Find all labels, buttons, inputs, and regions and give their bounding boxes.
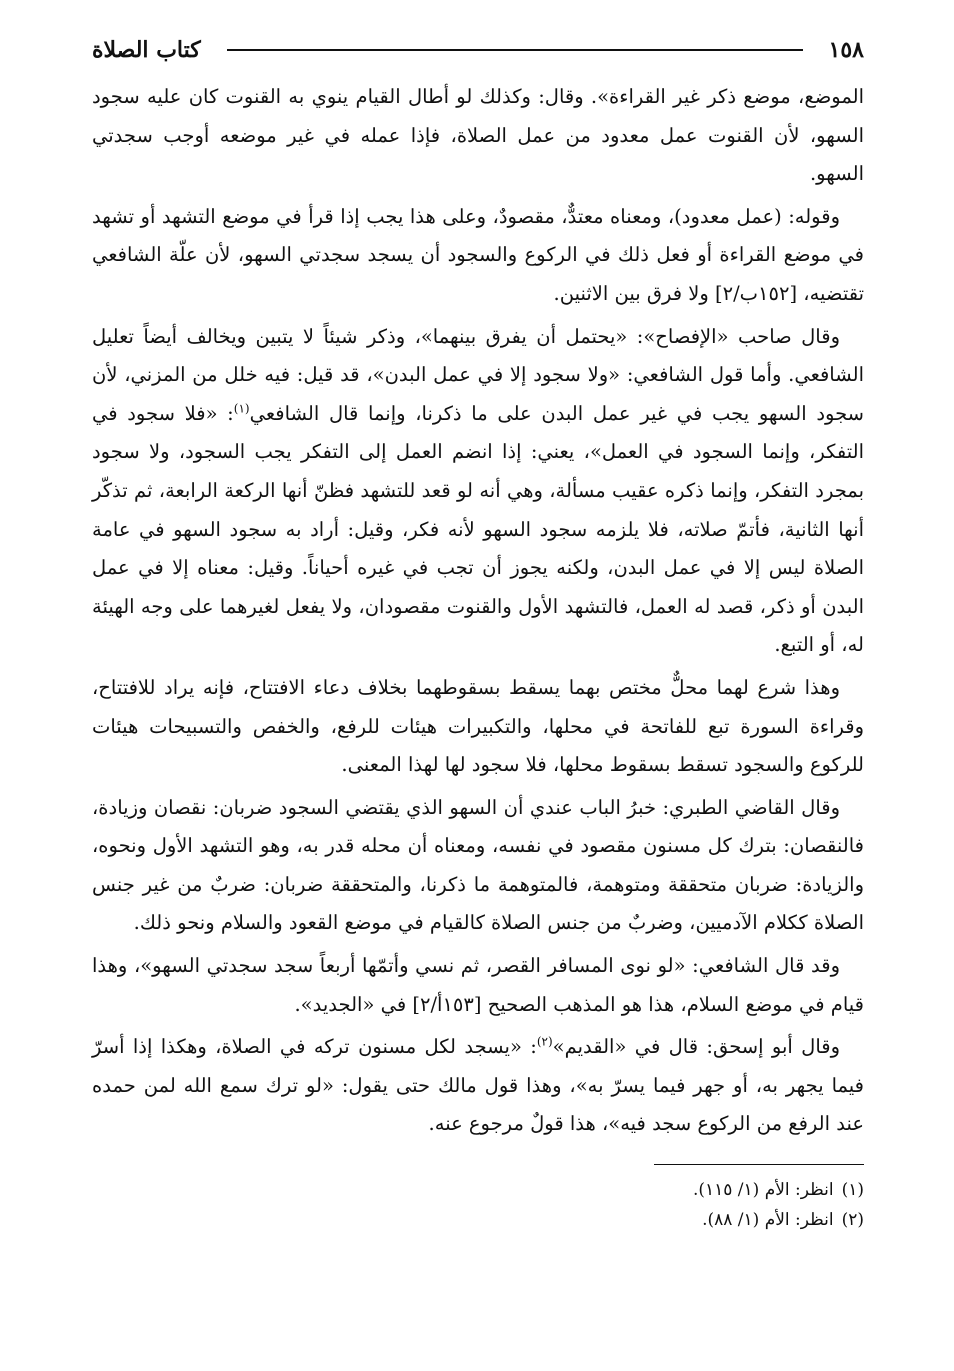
header-rule	[227, 49, 803, 51]
footnote-1-text: انظر: الأم (١/ ١١٥).	[692, 1180, 834, 1201]
paragraph-7-part-2: : «يسجد لكل مسنون تركه في الصلاة، وهكذا إذا أسرّ فيما يجهر به، أو جهر فيما يسرّ به»، وهذا قول مالك حتى يقول: «لو ترك سمع الله لمن حمده عند الرفع من الركوع سجد فيه»، هذا قولٌ مرجوع عنه.	[92, 1035, 864, 1136]
book-page	[92, 30, 864, 1235]
running-title: كتاب الصلاة	[92, 37, 201, 63]
paragraph-7	[92, 1028, 864, 1144]
paragraph-6: وقد قال الشافعي: «لو نوى المسافر القصر، ثم نسي وأتمّها أربعاً سجد سجدتي السهو»، وهذا قيام في موضع السلام، هذا هو المذهب الصحيح [١٥٣أ/٢] في «الجديد».	[92, 954, 864, 1016]
page-body	[92, 78, 864, 1144]
page-header	[92, 30, 864, 70]
footnote-2-number: (٢)	[841, 1210, 864, 1231]
paragraph-1: الموضع، موضع ذكر غير القراءة». وقال: وكذلك لو أطال القيام ينوي به القنوت كان عليه سجود السهو، لأن القنوت عمل معدود من عمل الصلاة، فإذا عمله في غير موضعه أوجب سجدتي السهو.	[92, 85, 864, 186]
footnote-1	[92, 1175, 864, 1205]
paragraph-4: وهذا شرع لهما محلٌّ مختص بهما يسقط بسقوطهما بخلاف دعاء الافتتاح، فإنه يراد للافتتاح، وقراءة السورة تبع للفاتحة في محلها، والتكبيرات هيئات للرفع، والخفص والتسبيحات هيئات للركوع والسجود تسقط بسقوط محلها، فلا سجود لها لهذا المعنى.	[92, 675, 864, 777]
footnote-2-text: انظر: الأم (١/ ٨٨).	[702, 1210, 834, 1231]
paragraph-2: وقوله: (عمل معدود)، ومعناه معتدٌّ، مقصودٌ، وعلى هذا يجب إذا قرأ في موضع التشهد أو تشهد في موضع القراءة أو فعل ذلك في الركوع والسجود أن يسجد سجدتي السهو، لأن علّة الشافعي تقتضيه، [١٥٢ب/٢] ولا فرق بين الاثنين.	[92, 204, 864, 305]
paragraph-7-part-1: وقال أبو إسحق: قال في «القديم»	[552, 1035, 840, 1059]
footnote-ref-2[interactable]: (٢)	[536, 1034, 553, 1049]
paragraph-3-part-1: وقال صاحب «الإفصاح»: «يحتمل أن يفرق بينهما»، وذكر شيئاً لا يتبين ويخالف أيضاً تعليل الشافعي. وأما قول الشافعي: «ولا سجود إلا في عمل البدن»، قد قيل: فيه خلل من المزني، لأن سجود السهو يجب في غير عمل البدن على ما ذكرنا، وإنما قال الشافعي	[92, 324, 864, 425]
page-number: ١٥٨	[828, 37, 864, 63]
paragraph-5: وقال القاضي الطبري: خبرُ الباب عندي أن السهو الذي يقتضي السجود ضربان: نقصان وزيادة، فالنقصان: بترك كل مسنون مقصود في نفسه، ومعناه أن محله قدر به، وهو التشهد الأول ونحوه، والزيادة: ضربان متحققة ومتوهمة، فالمتوهمة ما ذكرنا، والمتحققة ضربان: ضربٌ من غير جنس الصلاة ككلام الآدميين، وضربٌ من جنس الصلاة كالقيام في موضع القعود والسلام ونحو ذلك.	[92, 795, 864, 935]
paragraph-3-part-2: : «فلا سجود في التفكر، وإنما السجود في العمل»، يعني: إذا انضم العمل إلى التفكر يجب السجود، ولا سجود بمجرد التفكر، وإنما ذكره عقيب مسألة، وهي أنه لو قعد للتشهد فظنّ أنها الركعة الرابعة، ثم تذكّر أنها الثانية، فأتمّ صلاته، فلا يلزمه سجود السهو لأنه فكر، وقيل: أراد به سجود السهو في عامة الصلاة ليس إلا في عمل البدن، ولكنه يجوز أن تجب في غيره أحياناً. وقيل: معناه إلا في عمل البدن أو ذكر، قصد له العمل، فالتشهد الأول والقنوت مقصودان، ولا يفعل لغيرهما على وجه الهيئة له، أو التبع.	[92, 401, 864, 657]
footnote-2	[92, 1205, 864, 1235]
paragraph-3	[92, 318, 864, 665]
footnote-1-number: (١)	[841, 1180, 864, 1201]
footnote-ref-1[interactable]: (١)	[233, 401, 250, 416]
footnotes	[92, 1175, 864, 1235]
footnote-separator	[654, 1164, 864, 1165]
